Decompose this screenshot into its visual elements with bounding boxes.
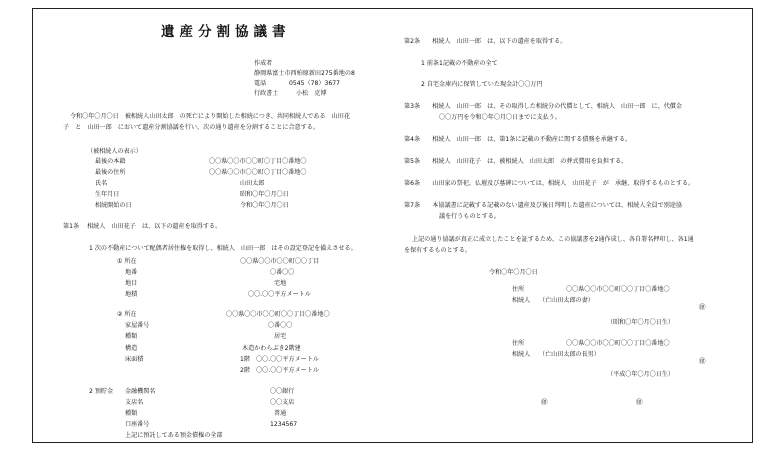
decedent-label: 最後の住所 — [95, 169, 126, 176]
decedent-value: 昭和〇年〇月〇日 — [240, 191, 289, 198]
building-label: 家屋番号 — [125, 322, 150, 329]
land-label: 地積 — [125, 291, 138, 298]
decedent-label: 相続開始の日 — [95, 202, 132, 209]
intro-line-2: 子 と 山田一郎 において遺産分割協議を行い、次の通り遺産を分割することに合意する。 — [63, 124, 319, 131]
deposit-marker: 2 預貯金 — [89, 388, 114, 395]
article-2-item: 2 自宅金庫内に保管していた現金計〇〇万円 — [421, 81, 543, 88]
building-label: 構造 — [125, 345, 138, 352]
deposit-value: 〇〇銀行 — [270, 388, 295, 395]
decedent-value: 〇〇県〇〇市〇〇町〇丁目〇番地〇 — [209, 169, 307, 176]
article-3-line-2: 〇〇万円を令和〇年〇月〇日までに支払う。 — [439, 114, 561, 121]
document-title: 遺産分割協議書 — [161, 24, 291, 40]
preparer-name: 小松 克博 — [296, 90, 327, 97]
seal-mark: ㊞ — [699, 357, 706, 365]
article-4: 第4条 相続人 山田一郎 は、第1条に記載の不動産に関する債務を承継する。 — [404, 136, 632, 143]
closing-line-1: 上記の通り協議が真正に成立したことを証するため、この協議書を2通作成し、各自署名押印し、各1通 — [412, 236, 694, 243]
deposit-label: 口座番号 — [125, 421, 150, 428]
article-2-heading: 第2条 相続人 山田一郎 は、以下の遺産を取得する。 — [404, 38, 567, 45]
preparer-role: 行政書士 — [254, 90, 279, 97]
decedent-label: 生年月日 — [95, 191, 120, 198]
land-location: 〇〇県〇〇市〇〇町〇〇丁目 — [240, 258, 320, 265]
seal-mark: ㊞ — [541, 398, 548, 406]
preparer-heading: 作成者 — [254, 60, 273, 67]
decedent-value: 山田太郎 — [240, 180, 265, 187]
signer-heir-label: 相続人 — [512, 297, 531, 304]
signer-address: 〇〇県〇〇市〇〇町〇〇丁目〇番地〇 — [566, 340, 670, 347]
agreement-document — [32, 8, 753, 443]
preparer-phone-label: 電話 — [254, 80, 267, 87]
decedent-heading: （被相続人の表示） — [87, 148, 142, 155]
deposit-label: 種類 — [125, 410, 138, 417]
building-marker: ② 所在 — [117, 311, 137, 318]
land-value: 〇〇.〇〇平方メートル — [248, 291, 311, 298]
building-value: 2階 〇〇.〇〇平方メートル — [240, 367, 319, 374]
deposit-label: 金融機関名 — [125, 388, 156, 395]
building-label: 種類 — [125, 333, 138, 340]
article-5: 第5条 相続人 山田花子 は、被相続人 山田太郎 の葬式費用を負担する。 — [404, 158, 628, 165]
article-7-line-2: 議を行うものとする。 — [439, 213, 500, 220]
deposit-value: 1234567 — [270, 421, 298, 428]
building-label: 床面積 — [125, 356, 144, 363]
intro-line-1: 令和〇年〇月〇日 被相続人山田太郎 の死亡により開始した相続につき、共同相続人である 山田花 — [70, 113, 350, 120]
seal-mark: ㊞ — [636, 398, 643, 406]
building-value: 〇番〇〇 — [268, 322, 293, 329]
deposit-value: 〇〇支店 — [270, 399, 295, 406]
signer-dob: （昭和〇年〇月〇日生） — [607, 319, 675, 326]
land-value: 〇番〇〇 — [270, 269, 295, 276]
article-6: 第6条 山田家の祭祀、仏壇及び墓碑については、相続人 山田花子 が 承継、取得するものとする。 — [404, 180, 695, 187]
article-2-item: 1 前条1記載の不動産の全て — [421, 60, 498, 67]
signer-address-label: 住所 — [512, 340, 525, 347]
land-marker: ① 所在 — [117, 258, 137, 265]
deposit-label: 支店名 — [125, 399, 144, 406]
agreement-date: 令和〇年〇月〇日 — [489, 269, 538, 276]
decedent-label: 最後の本籍 — [95, 158, 126, 165]
building-value: 木造かわらぶき2階建 — [242, 345, 301, 352]
article-1-heading: 第1条 相続人 山田花子 は、以下の遺産を取得する。 — [63, 223, 222, 230]
deposit-value: 普通 — [274, 410, 287, 417]
signer-address-label: 住所 — [512, 286, 525, 293]
decedent-value: 〇〇県〇〇市〇〇町〇丁目〇番地〇 — [209, 158, 307, 165]
preparer-address: 静岡県富士市西柏原新田275番地の8 — [254, 70, 355, 77]
deposit-note: 上記に預託してある預金債権の全部 — [125, 432, 223, 439]
signer-relation: （亡山田太郎の妻） — [539, 297, 594, 304]
land-value: 宅地 — [274, 280, 287, 287]
seal-mark: ㊞ — [699, 303, 706, 311]
land-label: 地番 — [125, 269, 138, 276]
article-3-line-1: 第3条 相続人 山田一郎 は、その取得した相続分の代償として、相続人 山田一郎 に、代償金 — [404, 103, 682, 110]
signer-address: 〇〇県〇〇市〇〇町〇〇丁目〇番地〇 — [566, 286, 670, 293]
article-7-line-1: 第7条 本協議書に記載する記載のない遺産及び後日判明した遺産については、相続人全員で別途協 — [404, 202, 682, 209]
building-value: 居宅 — [274, 333, 287, 340]
building-value: 1階 〇〇.〇〇平方メートル — [240, 356, 319, 363]
preparer-phone: 0545（78）3677 — [289, 80, 340, 87]
closing-line-2: を保有するものとする。 — [404, 247, 472, 254]
signer-relation: （亡山田太郎の長男） — [539, 351, 600, 358]
decedent-label: 氏名 — [95, 180, 108, 187]
building-location: 〇〇県〇〇市〇〇町〇〇丁目〇番地〇 — [226, 311, 330, 318]
land-label: 地目 — [125, 280, 138, 287]
signer-dob: （平成〇年〇月〇日生） — [607, 371, 675, 378]
decedent-value: 令和〇年〇月〇日 — [240, 202, 289, 209]
article-1-item-1: 1 次の不動産について配偶者居住権を取得し、相続人 山田一郎 はその設定登記を備えさせる。 — [89, 245, 357, 252]
signer-heir-label: 相続人 — [512, 351, 531, 358]
